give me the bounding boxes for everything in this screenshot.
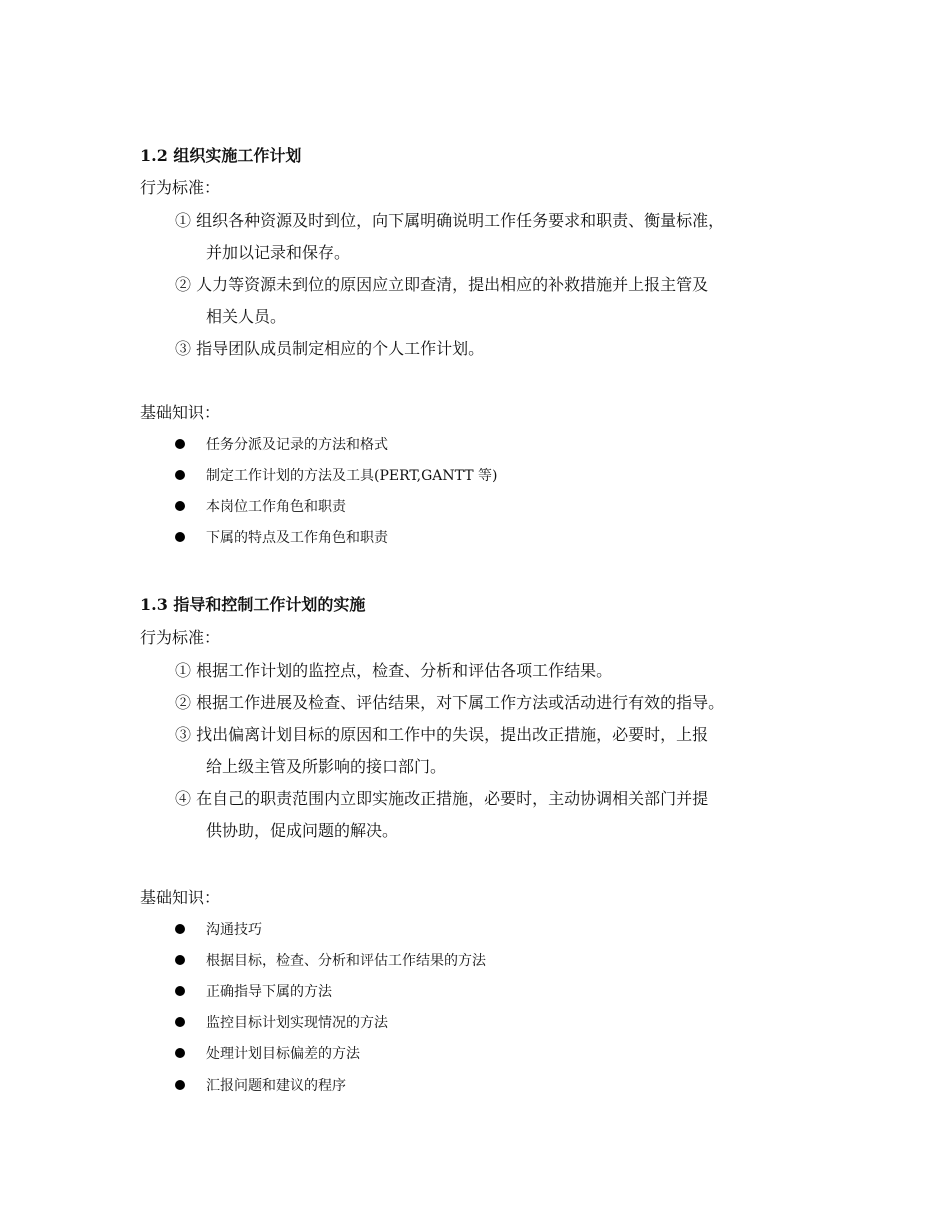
standard-item-2: ② 根据工作进展及检查、评估结果，对下属工作方法或活动进行有效的指导。 bbox=[175, 693, 725, 712]
standards-label-1-3: 行为标准： bbox=[140, 628, 221, 647]
list-item bbox=[170, 944, 486, 975]
standard-item-2-cont: 相关人员。 bbox=[206, 307, 287, 326]
list-item bbox=[170, 1069, 486, 1100]
bullet-icon bbox=[175, 532, 185, 542]
knowledge-item-text: 正确指导下属的方法 bbox=[206, 983, 332, 1000]
standard-item-2-first: ② 人力等资源未到位的原因应立即查清，提出相应的补救措施并上报主管及 bbox=[175, 275, 709, 294]
bullet-icon bbox=[175, 439, 185, 449]
bullet-icon bbox=[175, 470, 185, 480]
knowledge-item-text: 沟通技巧 bbox=[206, 921, 262, 938]
standard-item-1-first: ① 组织各种资源及时到位，向下属明确说明工作任务要求和职责、衡量标准， bbox=[175, 211, 725, 230]
standard-item-1: ① 根据工作计划的监控点，检查、分析和评估各项工作结果。 bbox=[175, 661, 613, 680]
bullet-icon bbox=[175, 1048, 185, 1058]
knowledge-list-1-2 bbox=[170, 428, 498, 553]
knowledge-item-text: 制定工作计划的方法及工具(PERT,GANTT 等) bbox=[206, 467, 498, 484]
bullet-icon bbox=[175, 986, 185, 996]
standards-label-1-2: 行为标准： bbox=[140, 178, 221, 197]
list-item bbox=[170, 428, 498, 459]
list-item bbox=[170, 1007, 486, 1038]
knowledge-item-text: 汇报问题和建议的程序 bbox=[206, 1077, 346, 1094]
standard-item-3: ③ 指导团队成员制定相应的个人工作计划。 bbox=[175, 339, 485, 358]
knowledge-label-1-2: 基础知识： bbox=[140, 403, 221, 422]
standards-list-1-2 bbox=[175, 205, 835, 365]
standard-item-4-first: ④ 在自己的职责范围内立即实施改正措施，必要时，主动协调相关部门并提 bbox=[175, 789, 709, 808]
knowledge-item-text: 处理计划目标偏差的方法 bbox=[206, 1046, 360, 1063]
bullet-icon bbox=[175, 1017, 185, 1027]
standard-item-1-cont: 并加以记录和保存。 bbox=[206, 243, 351, 262]
list-item bbox=[170, 975, 486, 1006]
knowledge-list-1-3 bbox=[170, 913, 486, 1100]
list-item bbox=[170, 522, 498, 553]
section-heading-1-3: 1.3 指导和控制工作计划的实施 bbox=[140, 595, 366, 614]
list-item bbox=[170, 459, 498, 490]
knowledge-item-text: 监控目标计划实现情况的方法 bbox=[206, 1015, 388, 1032]
list-item bbox=[170, 913, 486, 944]
standard-item-3-cont: 给上级主管及所影响的接口部门。 bbox=[206, 757, 447, 776]
standards-list-1-3 bbox=[175, 655, 835, 847]
bullet-icon bbox=[175, 955, 185, 965]
list-item bbox=[170, 490, 498, 521]
knowledge-item-text: 任务分派及记录的方法和格式 bbox=[206, 436, 388, 453]
knowledge-item-text: 根据目标，检查、分析和评估工作结果的方法 bbox=[206, 952, 486, 969]
list-item bbox=[170, 1038, 486, 1069]
section-heading-1-2: 1.2 组织实施工作计划 bbox=[140, 146, 302, 165]
bullet-icon bbox=[175, 1080, 185, 1090]
standard-item-3-first: ③ 找出偏离计划目标的原因和工作中的失误，提出改正措施，必要时，上报 bbox=[175, 725, 709, 744]
standard-item-4-cont: 供协助，促成问题的解决。 bbox=[206, 821, 399, 840]
knowledge-item-text: 下属的特点及工作角色和职责 bbox=[206, 530, 388, 547]
bullet-icon bbox=[175, 924, 185, 934]
knowledge-label-1-3: 基础知识： bbox=[140, 888, 221, 907]
bullet-icon bbox=[175, 501, 185, 511]
knowledge-item-text: 本岗位工作角色和职责 bbox=[206, 498, 346, 515]
